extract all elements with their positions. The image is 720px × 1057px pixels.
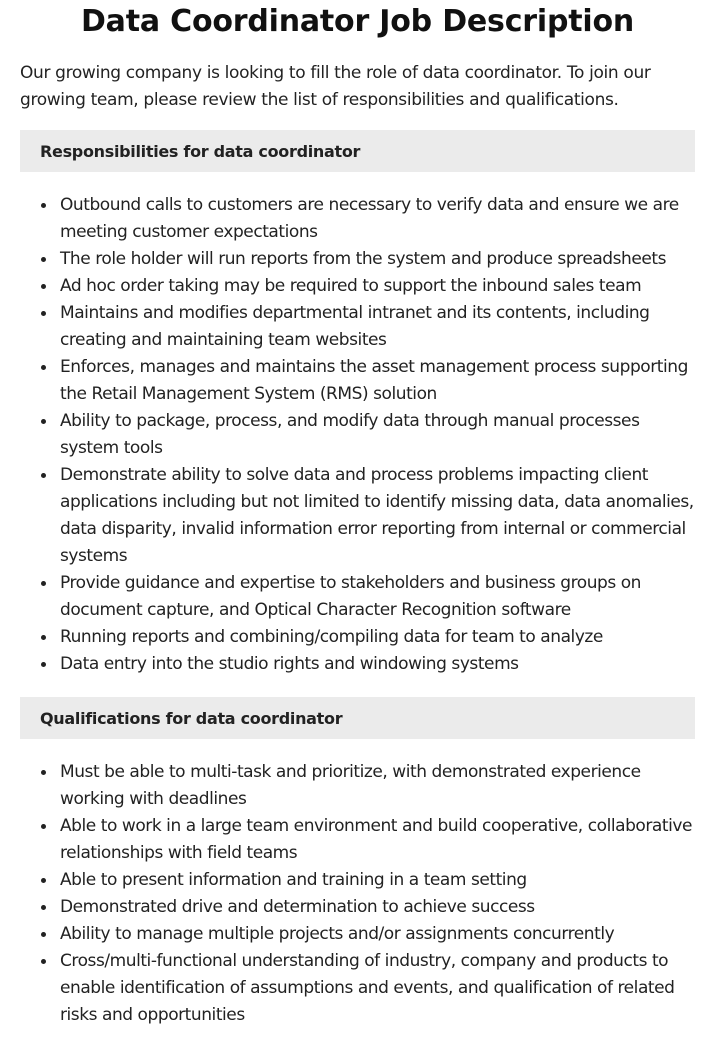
qualifications-heading: Qualifications for data coordinator — [20, 697, 695, 739]
list-item: Provide guidance and expertise to stakeholders and business groups on document capture, and Optical Character Recognition software — [60, 570, 695, 624]
list-item: Ability to package, process, and modify data through manual processes system tools — [60, 408, 695, 462]
list-item: Enforces, manages and maintains the asset management process supporting the Retail Management System (RMS) solution — [60, 354, 695, 408]
list-item: Data entry into the studio rights and windowing systems — [60, 651, 695, 678]
list-item: The role holder will run reports from the system and produce spreadsheets — [60, 246, 695, 273]
intro-paragraph: Our growing company is looking to fill the role of data coordinator. To join our growing team, please review the list of responsibilities and qualifications. — [20, 63, 651, 110]
list-item: Able to present information and training in a team setting — [60, 867, 695, 894]
list-item: Must be able to multi-task and prioritize, with demonstrated experience working with deadlines — [60, 759, 695, 813]
qualifications-list — [20, 759, 695, 1029]
list-item: Able to work in a large team environment and build cooperative, collaborative relationships with field teams — [60, 813, 695, 867]
list-item: Cross/multi-functional understanding of industry, company and products to enable identification of assumptions and events, and qualification of related risks and opportunities — [60, 948, 695, 1029]
list-item: Running reports and combining/compiling data for team to analyze — [60, 624, 695, 651]
list-item: Ability to manage multiple projects and/or assignments concurrently — [60, 921, 695, 948]
list-item: Demonstrate ability to solve data and process problems impacting client applications including but not limited to identify missing data, data anomalies, data disparity, invalid information error reporting from internal or commercial systems — [60, 462, 695, 570]
list-item: Maintains and modifies departmental intranet and its contents, including creating and maintaining team websites — [60, 300, 695, 354]
responsibilities-heading: Responsibilities for data coordinator — [20, 130, 695, 172]
page-title: Data Coordinator Job Description — [80, 4, 635, 39]
list-item: Outbound calls to customers are necessary to verify data and ensure we are meeting customer expectations — [60, 192, 695, 246]
list-item: Demonstrated drive and determination to achieve success — [60, 894, 695, 921]
list-item: Ad hoc order taking may be required to support the inbound sales team — [60, 273, 695, 300]
responsibilities-list — [20, 192, 695, 678]
